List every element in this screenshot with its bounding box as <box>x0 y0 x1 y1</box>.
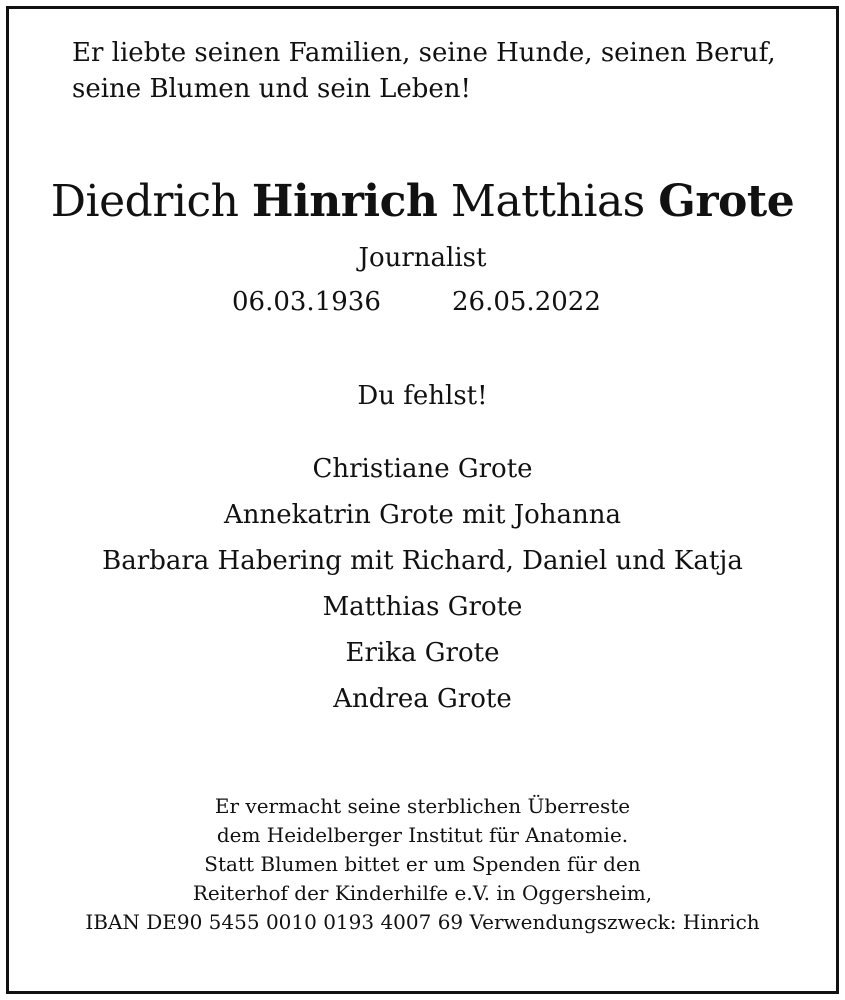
mourner: Christiane Grote <box>312 454 533 484</box>
first-name: Diedrich <box>50 176 239 227</box>
motto-line-2: seine Blumen und sein Leben! <box>72 74 471 104</box>
call-name: Hinrich <box>251 176 438 227</box>
footer-line: Statt Blumen bittet er um Spenden für den <box>204 852 641 876</box>
surname: Grote <box>658 176 795 227</box>
profession: Journalist <box>358 243 487 273</box>
deceased-name <box>0 170 845 234</box>
death-date: 26.05.2022 <box>452 287 601 317</box>
mourner: Andrea Grote <box>333 684 512 714</box>
donation-note <box>0 792 845 937</box>
motto <box>72 35 792 107</box>
mourner: Annekatrin Grote mit Johanna <box>223 500 622 530</box>
mourner: Erika Grote <box>345 638 500 668</box>
farewell-message: Du fehlst! <box>357 381 488 411</box>
footer-line: Reiterhof der Kinderhilfe e.V. in Oggersheim, <box>192 881 653 905</box>
birth-date: 06.03.1936 <box>232 287 381 317</box>
motto-line-1: Er liebte seinen Familien, seine Hunde, seinen Beruf, <box>72 38 776 68</box>
footer-line: Er vermacht seine sterblichen Überreste <box>214 794 631 818</box>
mourner: Matthias Grote <box>322 592 523 622</box>
mourner: Barbara Habering mit Richard, Daniel und Katja <box>102 546 743 576</box>
footer-line: dem Heidelberger Institut für Anatomie. <box>216 823 629 847</box>
middle-name: Matthias <box>450 176 645 227</box>
mourners-list <box>0 446 845 722</box>
footer-line: IBAN DE90 5455 0010 0193 4007 69 Verwendungszweck: Hinrich <box>85 910 760 934</box>
